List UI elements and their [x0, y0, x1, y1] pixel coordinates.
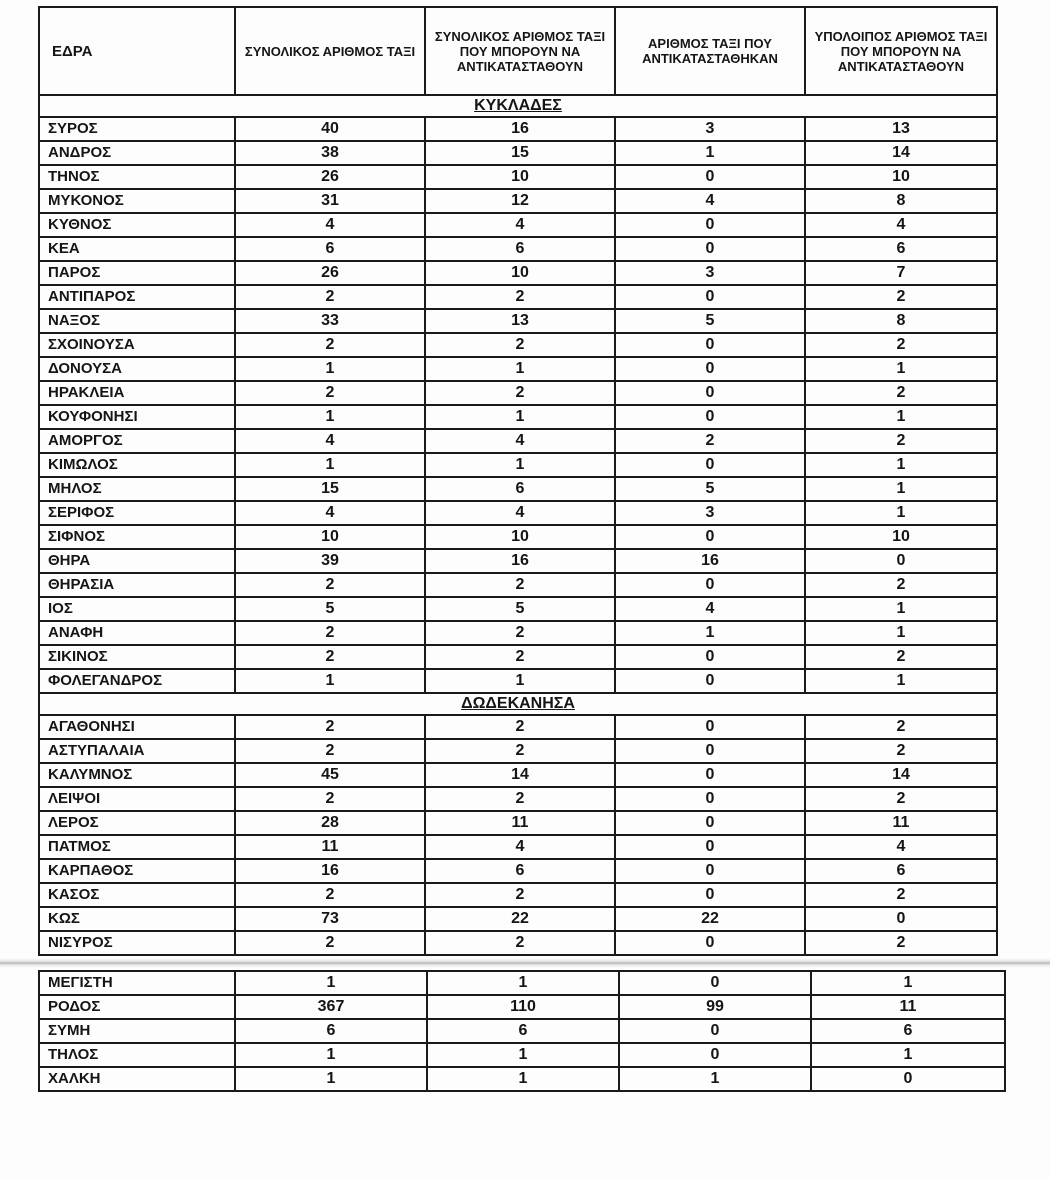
cell-remaining: 14 — [805, 763, 997, 787]
cell-seat: ΚΙΜΩΛΟΣ — [39, 453, 235, 477]
cell-seat: ΚΑΣΟΣ — [39, 883, 235, 907]
cell-seat: ΣΕΡΙΦΟΣ — [39, 501, 235, 525]
cell-replaced: 0 — [615, 405, 805, 429]
cell-remaining: 6 — [805, 237, 997, 261]
cell-seat: ΤΗΛΟΣ — [39, 1043, 235, 1067]
cell-replaced: 99 — [619, 995, 811, 1019]
cell-total: 2 — [235, 645, 425, 669]
cell-total: 2 — [235, 883, 425, 907]
header-total-taxis: ΣΥΝΟΛΙΚΟΣ ΑΡΙΘΜΟΣ ΤΑΞΙ — [235, 7, 425, 95]
cell-replaced: 3 — [615, 117, 805, 141]
table-row — [39, 333, 997, 357]
cell-replaceable: 2 — [425, 645, 615, 669]
cell-remaining: 10 — [805, 165, 997, 189]
header-replaced: ΑΡΙΘΜΟΣ ΤΑΞΙ ΠΟΥ ΑΝΤΙΚΑΤΑΣΤΑΘΗΚΑΝ — [615, 7, 805, 95]
table-row — [39, 715, 997, 739]
table-row — [39, 597, 997, 621]
table-row — [39, 621, 997, 645]
cell-replaceable: 4 — [425, 501, 615, 525]
table-row — [39, 931, 997, 955]
cell-replaced: 0 — [615, 357, 805, 381]
cell-total: 73 — [235, 907, 425, 931]
cell-remaining: 7 — [805, 261, 997, 285]
cell-remaining: 2 — [805, 333, 997, 357]
cell-total: 1 — [235, 669, 425, 693]
cell-total: 1 — [235, 1043, 427, 1067]
cell-replaced: 0 — [615, 763, 805, 787]
cell-replaceable: 11 — [425, 811, 615, 835]
table-row — [39, 285, 997, 309]
cell-replaced: 0 — [615, 715, 805, 739]
cell-replaceable: 16 — [425, 117, 615, 141]
cell-total: 10 — [235, 525, 425, 549]
cell-seat: ΧΑΛΚΗ — [39, 1067, 235, 1091]
table-row — [39, 883, 997, 907]
cell-remaining: 1 — [805, 501, 997, 525]
cell-remaining: 1 — [811, 1043, 1005, 1067]
cell-replaced: 4 — [615, 597, 805, 621]
table-row — [39, 165, 997, 189]
header-row — [39, 7, 997, 95]
cell-replaceable: 10 — [425, 525, 615, 549]
cell-seat: ΚΟΥΦΟΝΗΣΙ — [39, 405, 235, 429]
cell-seat: ΑΓΑΘΟΝΗΣΙ — [39, 715, 235, 739]
cell-replaced: 0 — [615, 931, 805, 955]
table-row — [39, 739, 997, 763]
cell-total: 1 — [235, 405, 425, 429]
cell-total: 2 — [235, 381, 425, 405]
cell-seat: ΗΡΑΚΛΕΙΑ — [39, 381, 235, 405]
cell-replaced: 0 — [619, 1019, 811, 1043]
cell-seat: ΙΟΣ — [39, 597, 235, 621]
cell-seat: ΝΙΣΥΡΟΣ — [39, 931, 235, 955]
cell-remaining: 2 — [805, 573, 997, 597]
cell-replaced: 5 — [615, 477, 805, 501]
cell-seat: ΘΗΡΑΣΙΑ — [39, 573, 235, 597]
cell-remaining: 10 — [805, 525, 997, 549]
table-row — [39, 763, 997, 787]
cell-replaceable: 1 — [427, 1067, 619, 1091]
cell-total: 40 — [235, 117, 425, 141]
cell-remaining: 4 — [805, 835, 997, 859]
cell-remaining: 14 — [805, 141, 997, 165]
cell-replaced: 0 — [615, 787, 805, 811]
cell-remaining: 2 — [805, 381, 997, 405]
cell-seat: ΛΕΡΟΣ — [39, 811, 235, 835]
table-row — [39, 1019, 1005, 1043]
header-total-replaceable: ΣΥΝΟΛΙΚΟΣ ΑΡΙΘΜΟΣ ΤΑΞΙ ΠΟΥ ΜΠΟΡΟΥΝ ΝΑ ΑΝΤΙΚΑΤΑΣΤΑΘΟΥΝ — [425, 7, 615, 95]
cell-remaining: 1 — [805, 477, 997, 501]
cell-remaining: 6 — [805, 859, 997, 883]
cell-total: 6 — [235, 237, 425, 261]
cell-replaceable: 2 — [425, 381, 615, 405]
cell-seat: ΝΑΞΟΣ — [39, 309, 235, 333]
cell-replaced: 0 — [615, 453, 805, 477]
table-row — [39, 381, 997, 405]
cell-replaceable: 2 — [425, 573, 615, 597]
cell-replaceable: 2 — [425, 285, 615, 309]
cell-total: 2 — [235, 739, 425, 763]
cell-replaced: 1 — [615, 141, 805, 165]
cell-seat: ΜΕΓΙΣΤΗ — [39, 971, 235, 995]
cell-replaceable: 6 — [425, 859, 615, 883]
table-row — [39, 141, 997, 165]
cell-replaced: 0 — [619, 971, 811, 995]
cell-total: 1 — [235, 357, 425, 381]
table-row — [39, 971, 1005, 995]
cell-seat: ΚΑΛΥΜΝΟΣ — [39, 763, 235, 787]
cell-total: 2 — [235, 573, 425, 597]
paper-tear-edge — [0, 958, 1050, 968]
cell-replaced: 0 — [615, 381, 805, 405]
cell-total: 2 — [235, 715, 425, 739]
table-row — [39, 907, 997, 931]
cell-replaceable: 6 — [425, 237, 615, 261]
cell-total: 2 — [235, 333, 425, 357]
cell-replaced: 1 — [619, 1067, 811, 1091]
cell-replaced: 2 — [615, 429, 805, 453]
cell-total: 28 — [235, 811, 425, 835]
cell-total: 2 — [235, 931, 425, 955]
cell-replaced: 0 — [615, 573, 805, 597]
cell-replaceable: 1 — [425, 453, 615, 477]
cell-replaced: 0 — [615, 811, 805, 835]
cell-replaceable: 6 — [427, 1019, 619, 1043]
cell-replaced: 3 — [615, 501, 805, 525]
cell-seat: ΛΕΙΨΟΙ — [39, 787, 235, 811]
cell-remaining: 2 — [805, 739, 997, 763]
cell-replaced: 0 — [615, 525, 805, 549]
cell-replaced: 22 — [615, 907, 805, 931]
table-row — [39, 117, 997, 141]
table-row — [39, 787, 997, 811]
taxi-table-continuation — [38, 970, 1006, 1092]
cell-replaceable: 5 — [425, 597, 615, 621]
cell-remaining: 2 — [805, 429, 997, 453]
cell-remaining: 1 — [805, 597, 997, 621]
cell-remaining: 0 — [805, 907, 997, 931]
cell-replaceable: 22 — [425, 907, 615, 931]
cell-seat: ΣΙΚΙΝΟΣ — [39, 645, 235, 669]
cell-total: 15 — [235, 477, 425, 501]
cell-replaceable: 2 — [425, 787, 615, 811]
section-title: ΚΥΚΛΑΔΕΣ — [39, 95, 997, 117]
cell-replaced: 0 — [615, 669, 805, 693]
cell-remaining: 2 — [805, 787, 997, 811]
table-row — [39, 995, 1005, 1019]
table-row — [39, 1067, 1005, 1091]
cell-total: 16 — [235, 859, 425, 883]
table-row — [39, 261, 997, 285]
cell-replaceable: 4 — [425, 429, 615, 453]
cell-replaceable: 12 — [425, 189, 615, 213]
cell-replaced: 0 — [615, 165, 805, 189]
cell-seat: ΚΩΣ — [39, 907, 235, 931]
cell-replaceable: 1 — [425, 669, 615, 693]
cell-remaining: 2 — [805, 715, 997, 739]
cell-seat: ΣΥΡΟΣ — [39, 117, 235, 141]
cell-remaining: 8 — [805, 309, 997, 333]
cell-replaceable: 1 — [425, 405, 615, 429]
cell-seat: ΦΟΛΕΓΑΝΔΡΟΣ — [39, 669, 235, 693]
cell-replaceable: 14 — [425, 763, 615, 787]
cell-replaced: 0 — [615, 835, 805, 859]
taxi-table — [38, 6, 998, 956]
cell-seat: ΑΣΤΥΠΑΛΑΙΑ — [39, 739, 235, 763]
table-row — [39, 1043, 1005, 1067]
cell-replaceable: 10 — [425, 261, 615, 285]
cell-seat: ΣΙΦΝΟΣ — [39, 525, 235, 549]
cell-replaced: 0 — [619, 1043, 811, 1067]
cell-total: 4 — [235, 429, 425, 453]
cell-remaining: 0 — [811, 1067, 1005, 1091]
table-row — [39, 573, 997, 597]
cell-replaced: 0 — [615, 739, 805, 763]
table-row — [39, 811, 997, 835]
cell-replaceable: 2 — [425, 931, 615, 955]
cell-seat: ΑΝΔΡΟΣ — [39, 141, 235, 165]
cell-total: 2 — [235, 621, 425, 645]
table-row — [39, 859, 997, 883]
table-body — [39, 95, 997, 955]
cell-total: 4 — [235, 213, 425, 237]
cell-total: 31 — [235, 189, 425, 213]
cell-replaced: 1 — [615, 621, 805, 645]
cell-remaining: 1 — [805, 405, 997, 429]
cell-remaining: 1 — [805, 357, 997, 381]
cell-replaced: 0 — [615, 213, 805, 237]
cell-seat: ΚΥΘΝΟΣ — [39, 213, 235, 237]
cell-total: 33 — [235, 309, 425, 333]
cell-seat: ΑΝΑΦΗ — [39, 621, 235, 645]
cell-replaced: 0 — [615, 285, 805, 309]
section-row — [39, 95, 997, 117]
cell-total: 367 — [235, 995, 427, 1019]
table-row — [39, 669, 997, 693]
cell-replaced: 0 — [615, 237, 805, 261]
cell-replaceable: 2 — [425, 739, 615, 763]
cell-remaining: 13 — [805, 117, 997, 141]
table-row — [39, 835, 997, 859]
cell-replaceable: 1 — [427, 1043, 619, 1067]
cell-replaced: 16 — [615, 549, 805, 573]
header-seat: ΕΔΡΑ — [39, 7, 235, 95]
cell-replaceable: 2 — [425, 621, 615, 645]
cell-remaining: 2 — [805, 645, 997, 669]
table-row — [39, 213, 997, 237]
cell-remaining: 4 — [805, 213, 997, 237]
cell-remaining: 1 — [805, 621, 997, 645]
cell-total: 26 — [235, 165, 425, 189]
cell-total: 2 — [235, 787, 425, 811]
cell-remaining: 2 — [805, 931, 997, 955]
cell-remaining: 1 — [805, 453, 997, 477]
table-row — [39, 405, 997, 429]
cell-replaceable: 16 — [425, 549, 615, 573]
cell-replaced: 0 — [615, 645, 805, 669]
cell-seat: ΔΟΝΟΥΣΑ — [39, 357, 235, 381]
cell-seat: ΣΥΜΗ — [39, 1019, 235, 1043]
table-row — [39, 237, 997, 261]
cell-total: 1 — [235, 453, 425, 477]
table-row — [39, 453, 997, 477]
cell-seat: ΤΗΝΟΣ — [39, 165, 235, 189]
cell-remaining: 8 — [805, 189, 997, 213]
cell-seat: ΠΑΤΜΟΣ — [39, 835, 235, 859]
table-row — [39, 309, 997, 333]
cell-total: 2 — [235, 285, 425, 309]
cell-replaced: 5 — [615, 309, 805, 333]
continuation-body — [39, 971, 1005, 1091]
cell-replaceable: 1 — [425, 357, 615, 381]
cell-remaining: 6 — [811, 1019, 1005, 1043]
cell-seat: ΚΕΑ — [39, 237, 235, 261]
table-row — [39, 549, 997, 573]
table-row — [39, 357, 997, 381]
cell-replaced: 0 — [615, 333, 805, 357]
cell-remaining: 1 — [811, 971, 1005, 995]
cell-replaced: 4 — [615, 189, 805, 213]
cell-total: 26 — [235, 261, 425, 285]
cell-total: 1 — [235, 1067, 427, 1091]
cell-replaced: 0 — [615, 859, 805, 883]
table-row — [39, 477, 997, 501]
cell-replaceable: 110 — [427, 995, 619, 1019]
table-row — [39, 645, 997, 669]
cell-replaceable: 2 — [425, 333, 615, 357]
table-row — [39, 189, 997, 213]
cell-seat: ΑΝΤΙΠΑΡΟΣ — [39, 285, 235, 309]
cell-remaining: 1 — [805, 669, 997, 693]
cell-replaceable: 15 — [425, 141, 615, 165]
cell-remaining: 2 — [805, 883, 997, 907]
cell-seat: ΜΥΚΟΝΟΣ — [39, 189, 235, 213]
cell-replaceable: 4 — [425, 213, 615, 237]
table-row — [39, 429, 997, 453]
table-row — [39, 525, 997, 549]
cell-replaceable: 1 — [427, 971, 619, 995]
cell-total: 6 — [235, 1019, 427, 1043]
cell-replaceable: 10 — [425, 165, 615, 189]
cell-replaceable: 6 — [425, 477, 615, 501]
cell-seat: ΑΜΟΡΓΟΣ — [39, 429, 235, 453]
cell-total: 5 — [235, 597, 425, 621]
cell-replaceable: 2 — [425, 715, 615, 739]
cell-total: 45 — [235, 763, 425, 787]
cell-remaining: 11 — [811, 995, 1005, 1019]
cell-replaced: 3 — [615, 261, 805, 285]
cell-total: 39 — [235, 549, 425, 573]
cell-replaced: 0 — [615, 883, 805, 907]
cell-total: 4 — [235, 501, 425, 525]
table-row — [39, 501, 997, 525]
cell-seat: ΘΗΡΑ — [39, 549, 235, 573]
cell-seat: ΜΗΛΟΣ — [39, 477, 235, 501]
cell-total: 38 — [235, 141, 425, 165]
cell-remaining: 11 — [805, 811, 997, 835]
cell-remaining: 0 — [805, 549, 997, 573]
cell-replaceable: 4 — [425, 835, 615, 859]
header-remaining-replaceable: ΥΠΟΛΟΙΠΟΣ ΑΡΙΘΜΟΣ ΤΑΞΙ ΠΟΥ ΜΠΟΡΟΥΝ ΝΑ ΑΝΤΙΚΑΤΑΣΤΑΘΟΥΝ — [805, 7, 997, 95]
cell-replaceable: 2 — [425, 883, 615, 907]
cell-seat: ΡΟΔΟΣ — [39, 995, 235, 1019]
cell-seat: ΠΑΡΟΣ — [39, 261, 235, 285]
cell-remaining: 2 — [805, 285, 997, 309]
section-row — [39, 693, 997, 715]
cell-seat: ΣΧΟΙΝΟΥΣΑ — [39, 333, 235, 357]
cell-seat: ΚΑΡΠΑΘΟΣ — [39, 859, 235, 883]
cell-total: 1 — [235, 971, 427, 995]
cell-total: 11 — [235, 835, 425, 859]
section-title: ΔΩΔΕΚΑΝΗΣΑ — [39, 693, 997, 715]
cell-replaceable: 13 — [425, 309, 615, 333]
